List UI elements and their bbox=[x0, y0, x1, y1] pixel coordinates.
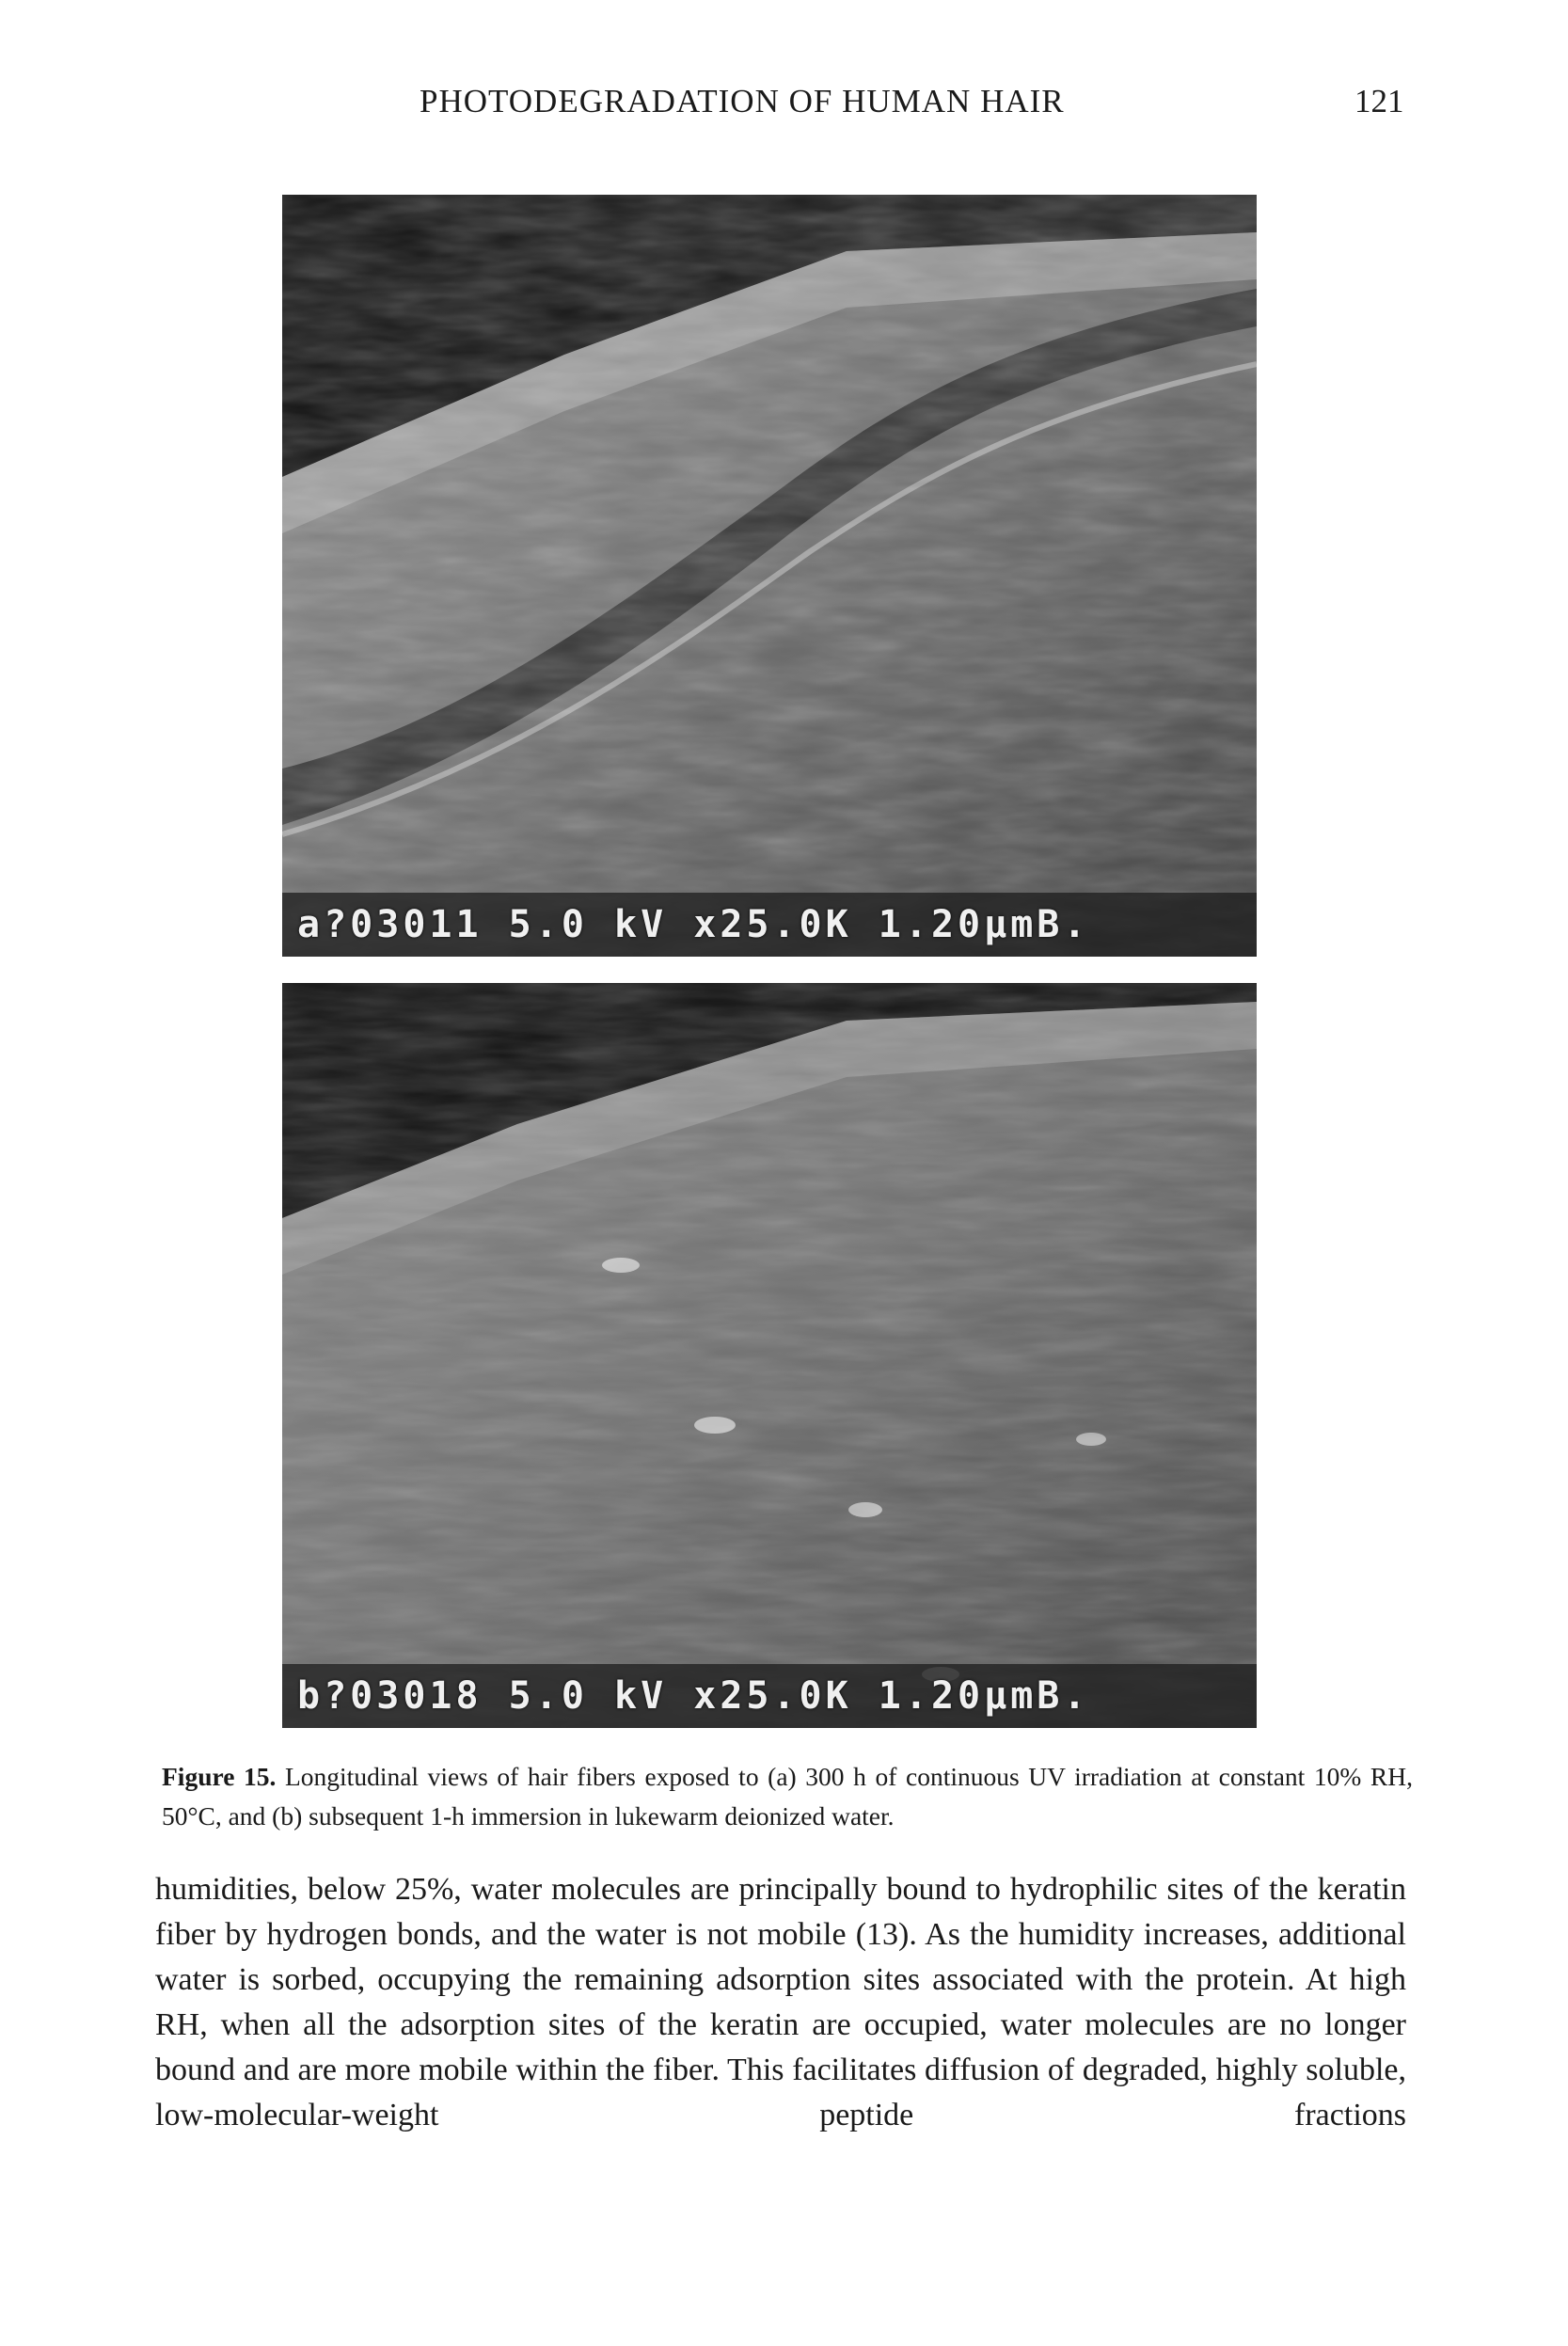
figure-caption-text: Longitudinal views of hair fibers exposed to (a) 300 h of continuous UV irradiation at constant 10% RH, 50°C, and (b) subsequent 1-h immersion in lukewarm deionized water. bbox=[162, 1762, 1414, 1831]
body-paragraph: humidities, below 25%, water molecules are principally bound to hydrophilic sites of the keratin fiber by hydrogen bonds, and the water is not mobile (13). As the humidity increases, additional water is sorbed, occupying the remaining adsorption sites associated with the protein. At high RH, when all the adsorption sites of the keratin are occupied, water molecules are no longer bound and are more mobile within the fiber. This facilitates diffusion of degraded, highly soluble, low-molecular-weight peptide fractions bbox=[155, 1872, 1406, 2132]
figure-caption bbox=[162, 1757, 1413, 1836]
figure-caption-label: Figure 15. bbox=[162, 1762, 277, 1791]
running-title: PHOTODEGRADATION OF HUMAN HAIR bbox=[420, 83, 1065, 119]
sem-imprint-b: b?03018 5.0 kV x25.0K 1.20µmB. bbox=[297, 1674, 1090, 1718]
sem-image-a bbox=[282, 195, 1257, 957]
micrograph-panel-a bbox=[282, 195, 1257, 957]
sem-imprint-a: a?03011 5.0 kV x25.0K 1.20µmB. bbox=[297, 903, 1090, 946]
sem-image-b bbox=[282, 983, 1257, 1728]
page-number: 121 bbox=[1354, 83, 1404, 119]
micrograph-panel-b bbox=[282, 983, 1257, 1728]
